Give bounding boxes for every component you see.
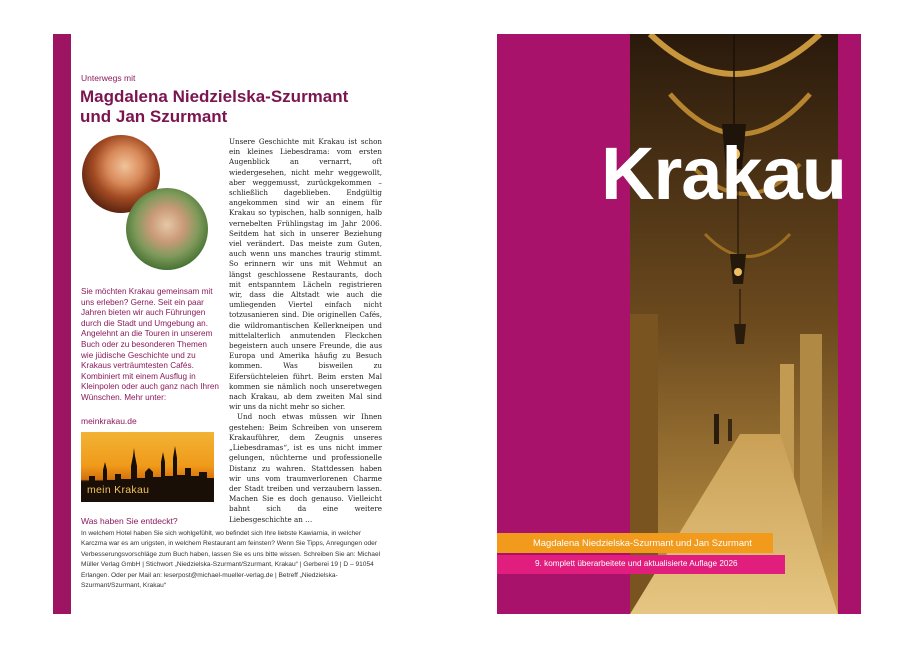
authors-heading xyxy=(80,87,380,127)
cover-authors-band xyxy=(497,533,773,553)
intro-paragraph-2: Und noch etwas müssen wir Ihnen gestehen: Beim Schreiben von unserem Krakauführer, dem Zeugnis unseres „Liebesdramas“, ist es uns nicht immer gelungen, nüchterne und professionelle Distanz zu wahren. Stattdessen haben wir uns vom traumverlorenen Charme der Stadt treiben und verzaubern lassen. Machen Sie es doch genauso. Vielleicht bahnt sich da eine weitere Liebesgeschichte an … xyxy=(229,412,382,524)
kicker-text: Unterwegs mit xyxy=(81,73,136,83)
author-photo-jan xyxy=(126,188,208,270)
feedback-heading: Was haben Sie entdeckt? xyxy=(81,516,178,526)
cloth-hall-arcade-photo xyxy=(630,34,838,614)
tour-invite-text: Sie möchten Krakau gemeinsam mit uns erleben? Gerne. Seit ein paar Jahren bieten wir auch Führungen durch die Stadt und Umgebung an. Angelehnt an die Touren in unserem Buch oder zu besonderen Themen wie jüdische Geschichte und zu Krakaus verträumtesten Cafés. Kombiniert mit einem Ausflug in Kleinpolen oder auch ganz nach Ihren Wünschen. Mehr unter: xyxy=(81,287,219,402)
cover-title: Krakau xyxy=(601,132,846,215)
cover-edition-band xyxy=(497,555,785,574)
feedback-text: In welchem Hotel haben Sie sich wohlgefühlt, wo befindet sich Ihre liebste Kawiarnia, in welcher Karczma war es am urigsten, in welchem Restaurant am feinsten? Wenn Sie Tipps, Anregungen oder Verbesserungsvorschläge zum Buch haben, lassen Sie es uns bitte wissen. Schreiben Sie an: Michael Müller Verlag GmbH | Stichwort „Niedzielska-Szurmant/Szurmant, Krakau“ | Gerberei 19 | D – 91054 Erlangen. Oder per Mail an: leserpost@michael-mueller-verlag.de | Betreff „Niedzielska-Szurmant/Szurmant, Krakau“ xyxy=(81,530,381,590)
arcade-lanterns-illustration xyxy=(630,34,838,614)
website-link[interactable]: meinkrakau.de xyxy=(81,416,137,426)
logo-text: mein Krakau xyxy=(87,484,150,496)
cover-edition-text: 9. komplett überarbeitete und aktualisierte Auflage 2026 xyxy=(535,559,738,568)
authors-heading-line2: und Jan Szurmant xyxy=(80,107,228,126)
intro-body-text xyxy=(229,137,382,525)
authors-heading-line1: Magdalena Niedzielska-Szurmant xyxy=(80,87,349,106)
left-page-color-bar xyxy=(53,34,71,614)
intro-paragraph-1: Unsere Geschichte mit Krakau ist schon ein kleines Liebesdrama: vom ersten Augenblick an vernarrt, oft wiedergesehen, nicht mehr weggewollt, aber weggemusst, zurückgekommen – schließlich dageblieben. Endgültig angekommen sind wir an einem für Krakau so typischen, halb sonnigen, halb vernebelten Frühlingstag im Jahr 2006. Seitdem hat sich in unserer Beziehung viel verändert. Das meiste zum Guten, auch wenn uns manches traurig stimmt. So erinnern wir uns mit Wehmut an längst geschlossene Restaurants, doch mit entspanntem Lächeln registrieren wir, dass die Altstadt wie auch die umliegenden Viertel einfach nicht totzusanieren sind. Die originellen Cafés, die wildromantischen Kellerkneipen und mittelalterlich anmutenden Fleckchen begeistern auch unsere Freunde, die aus Europa und Amerika häufig zu Besuch kommen. Was bisweilen zu Eifersüchteleien führt. Beim ersten Mal kommen sie nämlich noch unseretwegen nach Krakau, ab dem zweiten Mal sind wir uns da nicht mehr so sicher. xyxy=(229,137,382,412)
book-cover xyxy=(497,34,861,614)
mein-krakau-logo xyxy=(81,432,214,502)
cover-authors-text: Magdalena Niedzielska-Szurmant und Jan Szurmant xyxy=(533,537,752,548)
